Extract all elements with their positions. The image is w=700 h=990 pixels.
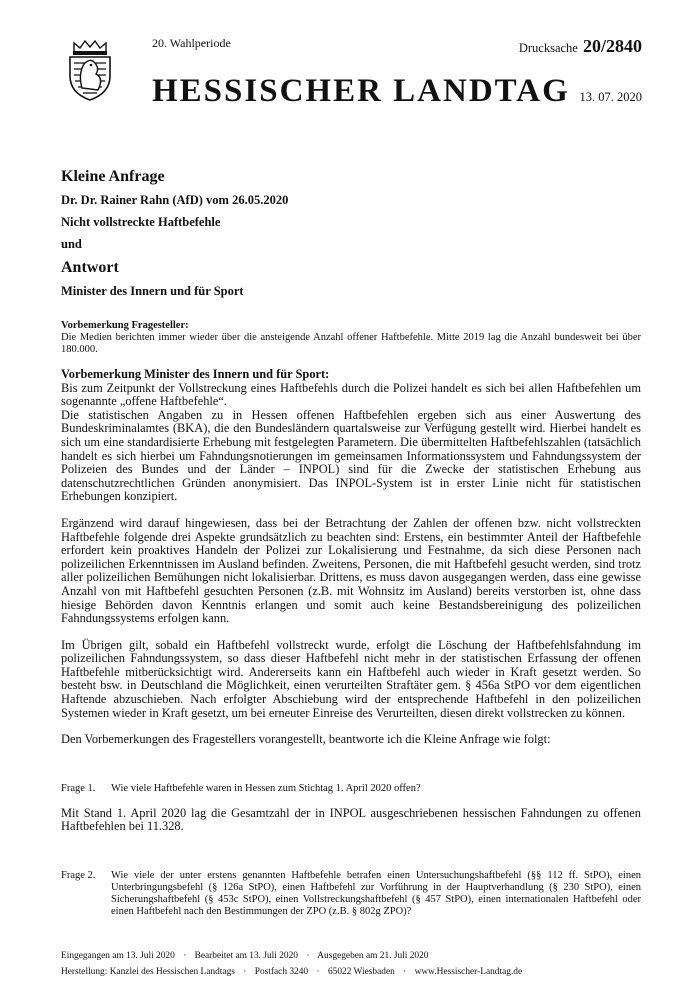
minister-line: Minister des Innern und für Sport: [61, 284, 244, 298]
paragraph: Den Vorbemerkungen des Fragestellers vorangestellt, beantworte ich die Kleine Anfrage wie folgt:: [61, 732, 551, 747]
document-body: [61, 320, 641, 918]
footer-website-link[interactable]: www.Hessischer-Landtag.de: [414, 967, 523, 977]
drucksache: [519, 36, 642, 57]
footer-bearbeitet: Bearbeitet am 13. Juli 2020: [194, 951, 298, 961]
question-text: Wie viele Haftbefehle waren in Hessen zum Stichtag 1. April 2020 offen?: [111, 782, 421, 794]
title-block: [61, 168, 641, 306]
footer-postfach: Postfach 3240: [254, 967, 309, 977]
footer-separator: ·: [306, 951, 310, 961]
vorbemerkung-fragesteller-text: Die Medien berichten immer wieder über die ansteigende Anzahl offener Haftbefehle. Mitte 2019 lag die Anzahl bundesweit bei über 180.000.: [61, 332, 641, 355]
footer-separator: ·: [316, 967, 320, 977]
author-line: Dr. Dr. Rainer Rahn (AfD) vom 26.05.2020: [61, 193, 289, 207]
paragraph: Ergänzend wird darauf hingewiesen, dass bei der Betrachtung der Zahlen der offenen bzw. nicht vollstreckten Haftbefehle folgende drei Aspekte grundsätzlich zu beachten sind: Erstens, ein bestimmter Anteil der Haftbefehle erfordert kein proaktives Handeln der Polizei zur Lokalisierung und Festnahme, da sich diese Personen nach polizeilichen Erkenntnissen im Ausland befinden. Zweitens, Personen, die mit Haftbefehl gesucht werden, sind trotz aller polizeilichen Bemühungen nicht lokalisierbar. Drittens, es muss davon ausgegangen werden, dass eine gewisse Anzahl von mit Haftbefehl gesuchten Personen (z.B. mit Wohnsitz im Ausland) bereits verstorben ist, ohne dass hiesige Behörden davon Kenntnis erlangen und somit auch keine Bestandsbereinigung des polizeilichen Fahndungssystems erfolgen kann.: [61, 515, 641, 626]
subject-line: Nicht vollstreckte Haftbefehle: [61, 215, 221, 229]
footer-separator: ·: [183, 951, 187, 961]
footer-separator: ·: [403, 967, 407, 977]
vorbemerkung-minister-heading: Vorbemerkung Minister des Innern und für Sport:: [61, 367, 330, 381]
hessen-coat-of-arms-icon: [60, 38, 120, 102]
footer-line-1: [61, 948, 641, 964]
footer-herstellung: Herstellung: Kanzlei des Hessischen Landtags: [61, 967, 235, 977]
und-line: und: [61, 237, 82, 251]
drucksache-label: Drucksache: [518, 41, 578, 55]
paragraph: Die statistischen Angaben zu in Hessen offenen Haftbefehlen ergeben sich aus einer Auswertung des Bundeskriminalamtes (BKA), die den Bundesländern quartalsweise zur Verfügung gestellt wird. Hierbei handelt es sich um eine standardisierte Erhebung mit festgelegten Parametern. Die übermittelten Haftbefehlszahlen (tatsächlich handelt es sich hierbei um Fahndungsnotierungen im gemeinsamen Informationssystem und Fahndungssystem der Polizeien des Bundes und der Länder – INPOL) sind für die Zwecke der statistischen Erhebung aus datenschutzrechtlichen Gründen anonymisiert. Das INPOL-System ist in erster Linie nicht für statistischen Erhebungen konzipiert.: [61, 407, 641, 504]
kind-heading: Kleine Anfrage: [61, 168, 165, 185]
question-label: Frage 2.: [61, 870, 96, 882]
question-text: Wie viele der unter erstens genannten Haftbefehle betrafen einen Untersuchungshaftbefehl (§§ 112 ff. StPO), einen Unterbringungsbefehl (§ 126a StPO), einen Haftbefehl zur Vorführung in der Hauptverhandlung (§ 230 StPO), einen Sicherungshaftbefehl (§ 453c StPO), einen Vollstreckungshaftbefehl (§ 457 StPO), einen internationalen Haftbefehl oder einen Haftbefehl nach den Bestimmungen der ZPO (z.B. § 802g ZPO)?: [111, 870, 641, 918]
answer-1: Mit Stand 1. April 2020 lag die Gesamtzahl der in INPOL ausgeschriebenen hessischen Fahndungen zu offenen Haftbefehlen bei 11.328.: [61, 805, 641, 834]
question-label: Frage 1.: [61, 782, 96, 794]
footer-ausgegeben: Ausgegeben am 21. Juli 2020: [317, 951, 429, 961]
question-2: [61, 870, 641, 918]
paragraph: Bis zum Zeitpunkt der Vollstreckung eines Haftbefehls durch die Polizei handelt es sich bei allen Haftbefehlen um sogenannte „offene Haftbefehle“.: [61, 380, 641, 409]
document-date: 13. 07. 2020: [579, 90, 642, 104]
footer-separator: ·: [243, 967, 247, 977]
footer-line-2: [61, 964, 641, 980]
footer: [61, 948, 641, 980]
footer-eingegangen: Eingegangen am 13. Juli 2020: [61, 951, 175, 961]
question-1: [61, 783, 641, 795]
footer-ort: 65022 Wiesbaden: [327, 967, 395, 977]
paragraph: Im Übrigen gilt, sobald ein Haftbefehl vollstreckt wurde, erfolgt die Löschung der Haftbefehlsfahndung im polizeilichen Fahndungssystem, so dass dieser Haftbefehl nicht mehr in der statistischen Erfassung der offenen Haftbefehle mitberücksichtigt wird. Andererseits kann ein Haftbefehl auch wieder in Kraft gesetzt werden. So besteht bsw. in Deutschland die Möglichkeit, einen verurteilten Straftäter gem. § 456a StPO vor dem eigentlichen Haftende abzuschieben. Nach erfolgter Abschiebung wird der entsprechende Haftbefehl in den polizeilichen Systemen wieder in Kraft gesetzt, um bei erneuter Einreise des Verurteilten, diesen direkt vollstrecken zu können.: [61, 637, 641, 720]
wahlperiode: 20. Wahlperiode: [152, 36, 231, 50]
vorbemerkung-fragesteller-heading: Vorbemerkung Fragesteller:: [61, 320, 189, 331]
drucksache-number: 20/2840: [582, 36, 642, 56]
landtag-title: HESSISCHER LANDTAG: [152, 73, 570, 109]
antwort-heading: Antwort: [61, 259, 119, 276]
